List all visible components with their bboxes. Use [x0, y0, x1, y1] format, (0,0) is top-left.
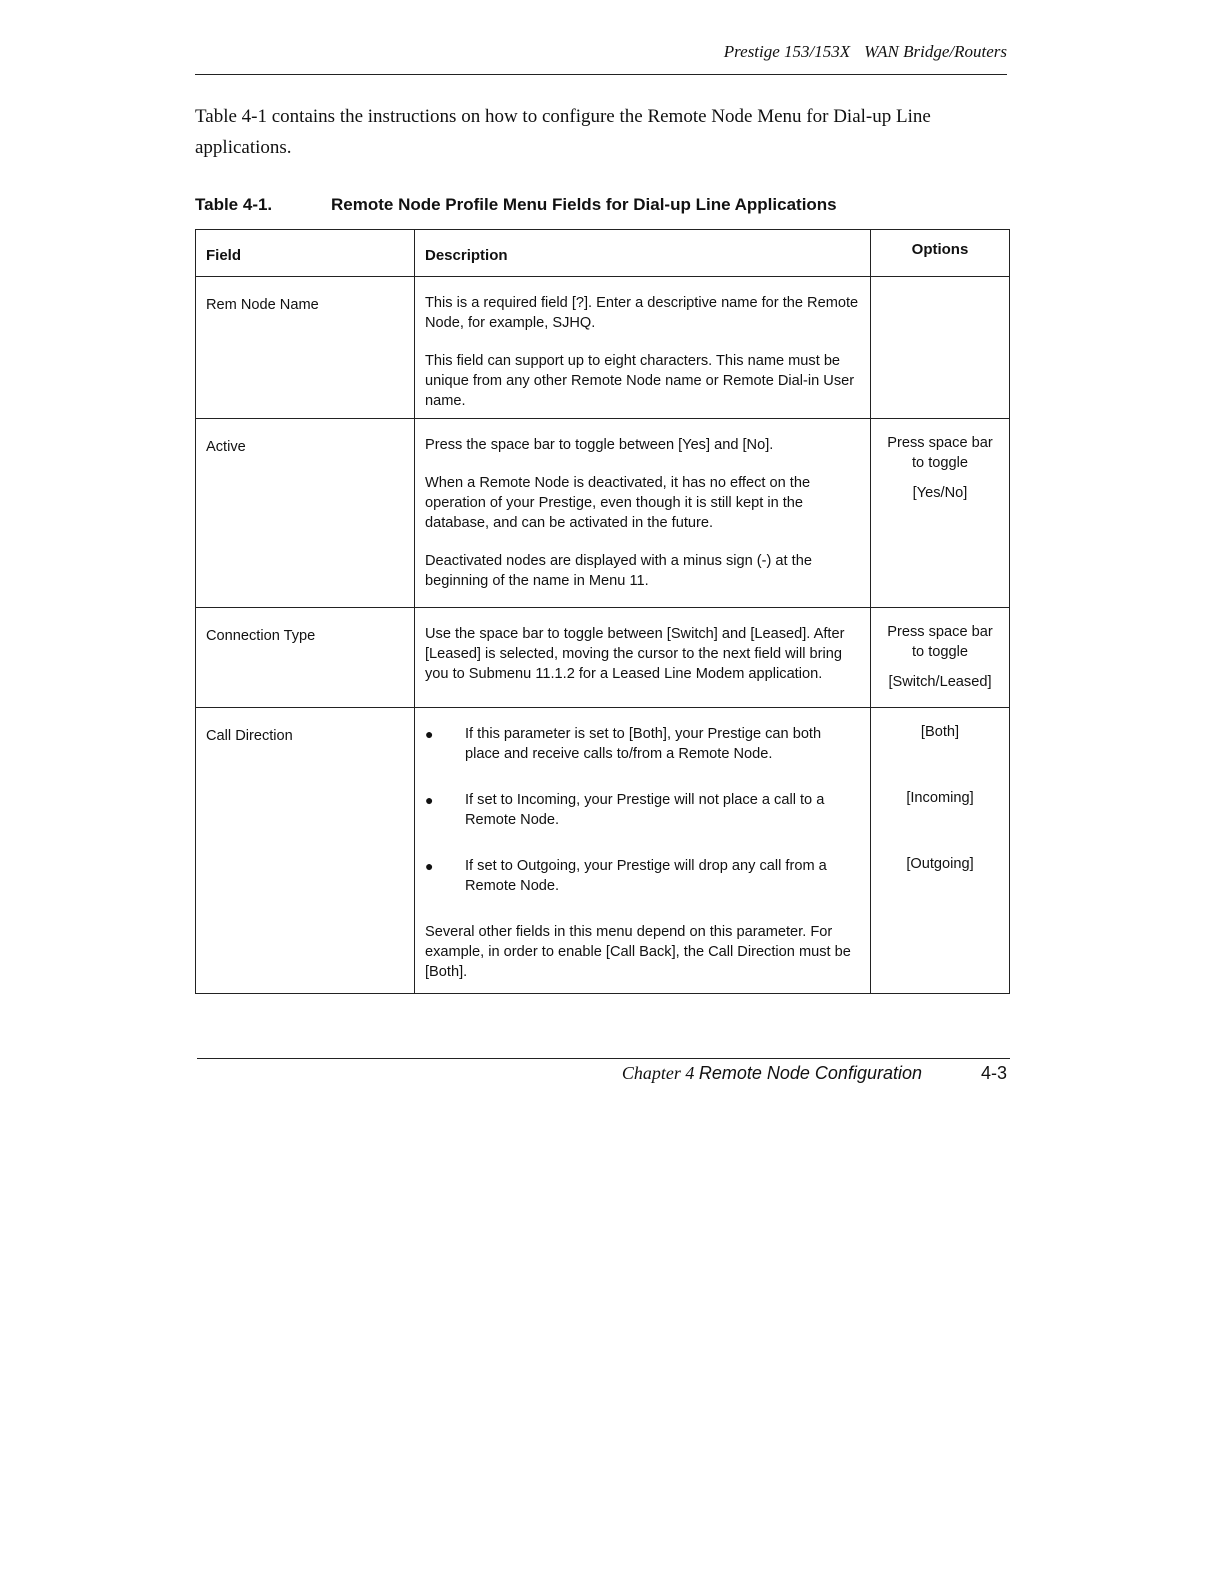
footer-chapter: Chapter 4: [621, 1063, 695, 1083]
field-name: Connection Type: [196, 608, 415, 707]
table-number: Table 4-1.: [195, 195, 273, 214]
running-header: [195, 42, 1007, 62]
bullet-text: If this parameter is set to [Both], your Prestige can both place and receive calls to/from a Remote Node.: [465, 726, 822, 762]
description-paragraph: Several other fields in this menu depend on this parameter. For example, in order to enable [Call Back], the Call Direction must be [Both].: [425, 924, 851, 980]
description-paragraph: When a Remote Node is deactivated, it has no effect on the operation of your Prestige, even though it is still kept in the database, and can be activated in the future.: [425, 475, 811, 531]
description-paragraph: Use the space bar to toggle between [Switch] and [Leased]. After [Leased] is selected, moving the cursor to the next field will bring you to Submenu 11.1.2 for a Leased Line Modem application.: [425, 626, 845, 682]
bullet-item: [425, 724, 860, 764]
column-header-options: Options: [911, 241, 969, 258]
description-paragraph: Deactivated nodes are displayed with a minus sign (-) at the beginning of the name in Menu 11.: [425, 553, 812, 589]
fields-table: [195, 229, 1010, 994]
option-value: [Switch/Leased]: [888, 674, 992, 690]
option-text: Press space bar to toggle: [887, 624, 993, 660]
field-options: [871, 419, 1009, 607]
field-description: [415, 708, 871, 993]
footer-rule: [197, 1058, 1010, 1059]
table-header-row: [196, 230, 1009, 277]
table-row: [196, 608, 1009, 708]
header-product-type: WAN Bridge/Routers: [864, 42, 1007, 61]
bullet-text: If set to Outgoing, your Prestige will drop any call from a Remote Node.: [465, 858, 827, 894]
option-value: [Both]: [920, 724, 960, 740]
description-paragraph: This is a required field [?]. Enter a descriptive name for the Remote Node, for example, SJHQ.: [425, 295, 859, 331]
field-description: [415, 419, 871, 607]
option-text: Press space bar to toggle: [887, 435, 993, 471]
column-header-field: Field: [196, 230, 415, 276]
description-paragraph: Press the space bar to toggle between [Yes] and [No].: [425, 437, 774, 453]
bullet-dot-icon: ●: [425, 726, 434, 742]
page-number: 4-3: [980, 1063, 1007, 1083]
option-value: [Outgoing]: [906, 856, 974, 872]
field-name: Active: [196, 419, 415, 607]
table-row: [196, 277, 1009, 419]
table-caption: [195, 195, 1007, 215]
field-options: [871, 608, 1009, 707]
bullet-text: If set to Incoming, your Prestige will not place a call to a Remote Node.: [465, 792, 825, 828]
table-row: [196, 708, 1009, 993]
option-value: [Yes/No]: [912, 485, 968, 501]
field-options: [871, 708, 1009, 993]
footer-chapter-title: Remote Node Configuration: [698, 1063, 922, 1083]
bullet-item: [425, 856, 860, 896]
bullet-dot-icon: ●: [425, 792, 434, 808]
page-footer: [197, 1063, 1007, 1084]
option-value: [Incoming]: [906, 790, 974, 806]
field-name: Rem Node Name: [196, 277, 415, 418]
field-description: [415, 608, 871, 707]
column-header-description: Description: [415, 230, 871, 276]
header-product: Prestige 153/153X: [723, 42, 851, 61]
bullet-dot-icon: ●: [425, 858, 434, 874]
field-options: [871, 277, 1009, 418]
field-name: Call Direction: [196, 708, 415, 993]
header-rule: [195, 74, 1007, 75]
bullet-item: [425, 790, 860, 830]
table-row: [196, 419, 1009, 608]
field-description: [415, 277, 871, 418]
table-title: Remote Node Profile Menu Fields for Dial-up Line Applications: [331, 195, 837, 214]
intro-paragraph: Table 4-1 contains the instructions on how to configure the Remote Node Menu for Dial-up Line applications.: [195, 106, 931, 158]
description-paragraph: This field can support up to eight characters. This name must be unique from any other Remote Node name or Remote Dial-in User name.: [425, 353, 855, 409]
